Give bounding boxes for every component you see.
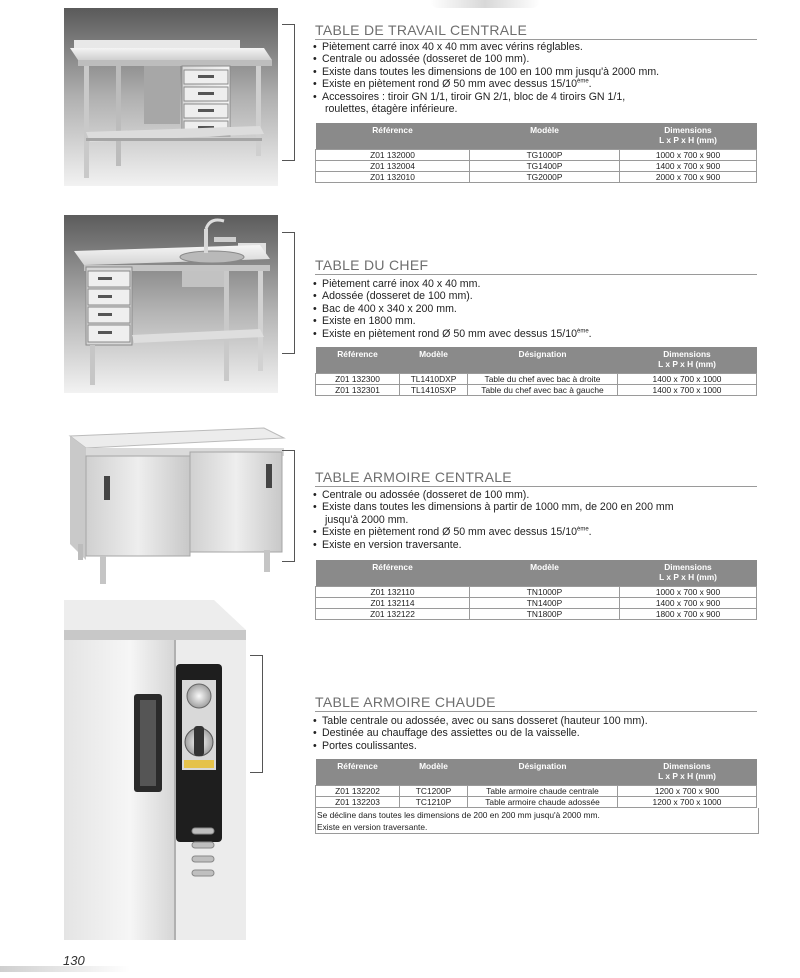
feature-item: • Existe dans toutes les dimensions à partir de 1000 mm, de 200 en 200 mm: [313, 501, 763, 513]
column-header: Modèle: [400, 347, 468, 374]
table-note: [315, 808, 759, 834]
table-row: Z01 132010 TG2000P 2000 x 700 x 900: [316, 172, 757, 183]
photo-table-du-chef: [64, 215, 278, 393]
feature-item: • Existe en piètement rond Ø 50 mm avec dessus 15/10ème.: [313, 328, 763, 340]
feature-item: • Centrale ou adossée (dosseret de 100 mm).: [313, 53, 763, 65]
photo-table-armoire-chaude: [64, 600, 246, 940]
section-title: TABLE DU CHEF: [315, 257, 757, 275]
feature-item: • Piètement carré inox 40 x 40 mm avec vérins réglables.: [313, 41, 763, 53]
feature-item: • Centrale ou adossée (dosseret de 100 mm).: [313, 489, 763, 501]
feature-list: [313, 278, 763, 340]
column-header: Référence: [316, 560, 470, 587]
column-header: Modèle: [470, 123, 620, 150]
feature-item: • Piètement carré inox 40 x 40 mm.: [313, 278, 763, 290]
photo-table-armoire-centrale: [64, 420, 286, 596]
feature-item: • Existe en piètement rond Ø 50 mm avec dessus 15/10ème.: [313, 526, 763, 538]
column-header: Référence: [316, 759, 400, 786]
feature-list: [313, 41, 763, 115]
table-header-row: [316, 123, 757, 150]
table-header-row: [316, 560, 757, 587]
photo-bracket: [250, 655, 263, 773]
column-header: Désignation: [468, 347, 618, 374]
spec-table: [315, 123, 757, 183]
feature-item: • Table centrale ou adossée, avec ou sans dosseret (hauteur 100 mm).: [313, 715, 763, 727]
table-header-row: [316, 759, 757, 786]
feature-item: • Existe en piètement rond Ø 50 mm avec dessus 15/10ème.: [313, 78, 763, 90]
section-title: TABLE ARMOIRE CENTRALE: [315, 469, 757, 487]
table-row: Z01 132122 TN1800P 1800 x 700 x 900: [316, 609, 757, 620]
table-row: Z01 132203 TC1210P Table armoire chaude adossée 1200 x 700 x 1000: [316, 797, 757, 808]
column-header: Dimensions L x P x H (mm): [620, 560, 757, 587]
table-row: Z01 132202 TC1200P Table armoire chaude centrale 1200 x 700 x 900: [316, 786, 757, 797]
feature-item: • Existe dans toutes les dimensions de 100 en 100 mm jusqu'à 2000 mm.: [313, 66, 763, 78]
column-header: Désignation: [468, 759, 618, 786]
table-row: Z01 132114 TN1400P 1400 x 700 x 900: [316, 598, 757, 609]
feature-item: • Adossée (dosseret de 100 mm).: [313, 290, 763, 302]
feature-item: • Portes coulissantes.: [313, 740, 763, 752]
feature-list: [313, 715, 763, 752]
section-title: TABLE ARMOIRE CHAUDE: [315, 694, 757, 712]
feature-item: • Destinée au chauffage des assiettes ou de la vaisselle.: [313, 727, 763, 739]
column-header: Dimensions L x P x H (mm): [618, 759, 757, 786]
feature-item-continuation: jusqu'à 2000 mm.: [325, 513, 409, 526]
header-decoration: [430, 0, 540, 8]
spec-table: [315, 759, 757, 808]
column-header: Référence: [316, 123, 470, 150]
column-header: Modèle: [470, 560, 620, 587]
table-header-row: [316, 347, 757, 374]
note-line: Se décline dans toutes les dimensions de 200 en 200 mm jusqu'à 2000 mm.: [317, 810, 600, 820]
column-header: Dimensions L x P x H (mm): [620, 123, 757, 150]
section-title: TABLE DE TRAVAIL CENTRALE: [315, 22, 757, 40]
feature-item: • Bac de 400 x 340 x 200 mm.: [313, 303, 763, 315]
photo-table-de-travail: [64, 8, 278, 186]
feature-list: [313, 489, 763, 551]
feature-item-continuation: roulettes, étagère inférieure.: [325, 103, 458, 116]
table-row: Z01 132301 TL1410SXP Table du chef avec bac à gauche 1400 x 700 x 1000: [316, 385, 757, 396]
column-header: Référence: [316, 347, 400, 374]
spec-table: [315, 347, 757, 396]
feature-item: • Existe en version traversante.: [313, 539, 763, 551]
spec-table: [315, 560, 757, 620]
photo-bracket: [282, 450, 295, 562]
feature-item: • Accessoires : tiroir GN 1/1, tiroir GN 2/1, bloc de 4 tiroirs GN 1/1,: [313, 91, 763, 103]
column-header: Dimensions L x P x H (mm): [618, 347, 757, 374]
photo-bracket: [282, 232, 295, 354]
feature-item: • Existe en 1800 mm.: [313, 315, 763, 327]
table-row: Z01 132300 TL1410DXP Table du chef avec bac à droite 1400 x 700 x 1000: [316, 374, 757, 385]
page-number: 130: [63, 953, 85, 968]
table-row: Z01 132110 TN1000P 1000 x 700 x 900: [316, 587, 757, 598]
table-row: Z01 132004 TG1400P 1400 x 700 x 900: [316, 161, 757, 172]
photo-bracket: [282, 24, 295, 161]
note-line: Existe en version traversante.: [317, 822, 428, 832]
column-header: Modèle: [400, 759, 468, 786]
table-row: Z01 132000 TG1000P 1000 x 700 x 900: [316, 150, 757, 161]
